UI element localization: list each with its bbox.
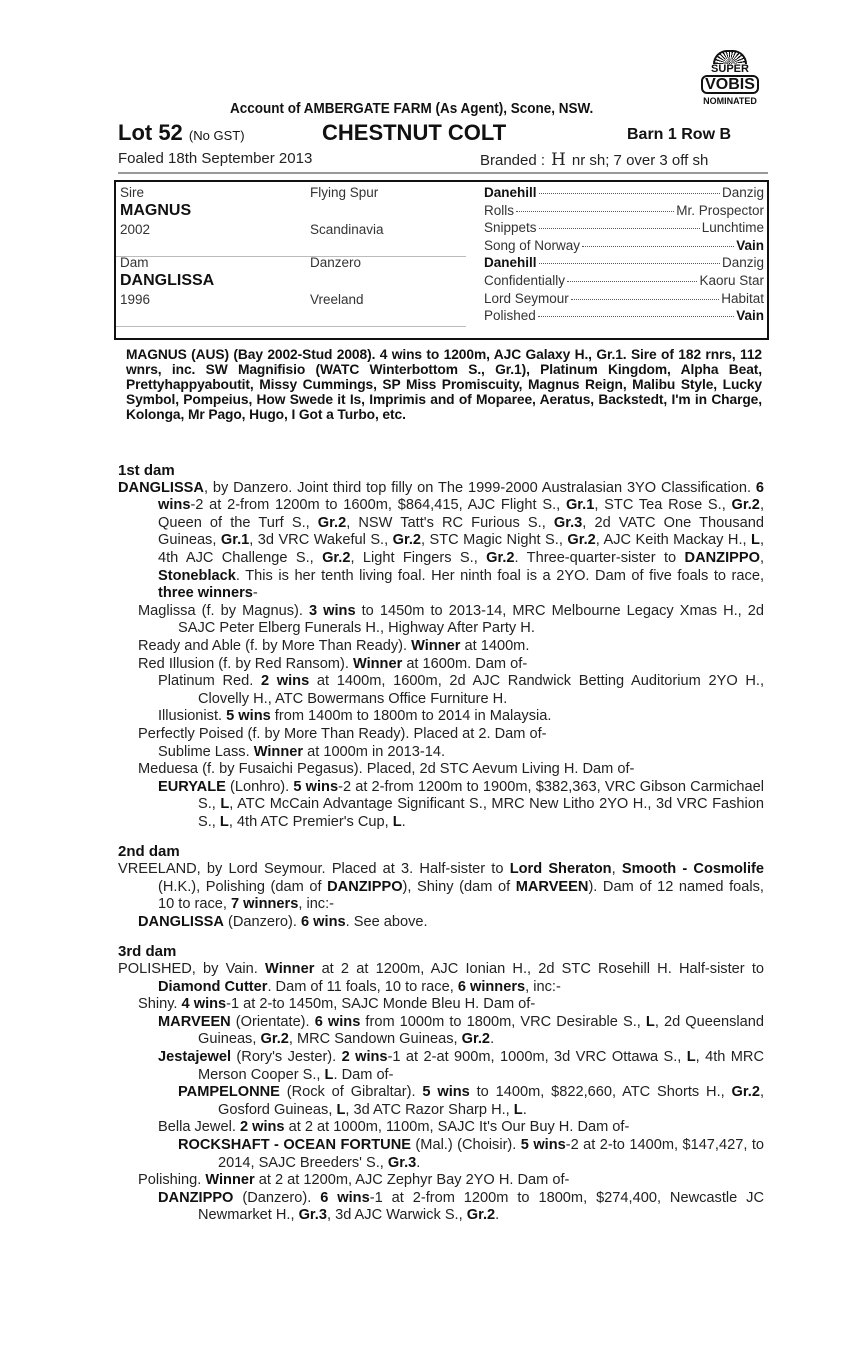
highlight-text: 7 winners xyxy=(231,896,299,913)
lot-number xyxy=(118,120,245,146)
entry-text: Shiny. xyxy=(138,996,182,1013)
entry-text: Bella Jewel. xyxy=(158,1119,240,1136)
ancestor-name: Danehill xyxy=(484,185,537,200)
pedigree-entry xyxy=(118,1084,764,1119)
entry-text: Ready and Able (f. by More Than Ready). xyxy=(138,637,412,654)
pedigree-gen3-row xyxy=(484,184,764,202)
highlight-text: Gr.3 xyxy=(387,1154,417,1171)
brand-description: nr sh; 7 over 3 off sh xyxy=(571,152,709,169)
entry-text: at 1400m. xyxy=(460,637,530,654)
entry-text: , 3d AJC Warwick S., xyxy=(326,1207,467,1224)
foaled-date: Foaled 18th September 2013 xyxy=(118,150,313,167)
entry-text: . xyxy=(490,1031,495,1048)
entry-text: . xyxy=(495,1207,500,1224)
entry-text: , xyxy=(611,861,622,878)
entry-text: (H.K.), Polishing (dam of xyxy=(158,878,328,895)
entry-text: . xyxy=(522,1101,527,1118)
logo-super: SUPER xyxy=(711,63,749,75)
highlight-text: L xyxy=(392,813,402,830)
entry-text: at 1000m in 2013-14. xyxy=(303,743,446,760)
pedigree-entry xyxy=(118,1014,764,1049)
highlight-text: 2 wins xyxy=(260,673,310,690)
entry-text: Red Illusion (f. by Red Ransom). xyxy=(138,655,353,672)
entry-text: to 1400m, $822,660, ATC Shorts H., xyxy=(469,1084,732,1101)
lot-title: CHESTNUT COLT xyxy=(322,120,507,145)
highlight-text: L xyxy=(324,1066,334,1083)
highlight-text: 5 wins xyxy=(422,1084,470,1101)
sire-sire: Flying Spur xyxy=(310,185,379,200)
entry-text: at 2 at 1200m, AJC Zephyr Bay 2YO H. Dam of- xyxy=(254,1172,570,1189)
highlight-text: Gr.2 xyxy=(466,1207,496,1224)
entry-text: Polishing. xyxy=(138,1172,206,1189)
highlight-text: Gr.2 xyxy=(317,514,347,531)
highlight-text: L xyxy=(220,796,230,813)
highlight-text: Jestajewel xyxy=(158,1049,232,1065)
highlight-text: Diamond Cutter xyxy=(158,978,268,995)
highlight-text: Gr.2 xyxy=(486,549,515,566)
highlight-text: Gr.3 xyxy=(298,1207,327,1224)
entry-text: , 2d VATC One Thousand Guineas, xyxy=(158,514,764,549)
entry-text: Platinum Red. xyxy=(158,673,261,690)
sire-summary: MAGNUS (AUS) (Bay 2002-Stud 2008). 4 wins to 1200m, AJC Galaxy H., Gr.1. Sire of 182 rnrs, 112 wnrs, inc. SW Magnifisio (WATC Winterbottom S., Gr.1), Platinum Kingdom, Alpha Beat, Prettyhappyaboutit, Missy Cummings, SP Miss Promiscuity, Magnus Reign, Malibu Style, Lucky Symbol, Pompeius, How Swede it Is, Imprimis and of Moparee, Aeratus, Backstedt, I'm in Charge, Kolonga, Mr Pago, Hugo, I Got a Turbo, etc. xyxy=(126,347,762,422)
highlight-text: Winner xyxy=(411,637,461,654)
entry-text: Illusionist. xyxy=(158,708,227,725)
highlight-text: 6 wins xyxy=(314,1013,361,1030)
dam-name: DANGLISSA xyxy=(120,272,215,289)
dam-dam: Vreeland xyxy=(310,292,364,307)
entry-text: . This is her tenth living foal. Her ninth foal is a 2YO. Dam of five foals to race, xyxy=(235,567,764,584)
highlight-text: 5 wins xyxy=(520,1136,566,1153)
entry-text: , by Danzero. Joint third top filly on The 1999-2000 Australasian 3YO Classification. xyxy=(203,479,756,496)
section-heading: 2nd dam xyxy=(118,843,180,861)
highlight-text: 6 winners xyxy=(457,978,526,995)
entry-text: , Gosford Guineas, xyxy=(218,1084,765,1118)
entry-text: , STC Magic Night S., xyxy=(421,532,568,549)
entry-text: -1 at 2-to 1450m, SAJC Monde Bleu H. Dam of- xyxy=(226,996,536,1013)
sire-label: Sire xyxy=(120,185,145,200)
highlight-text: L xyxy=(513,1101,523,1118)
entry-text: . Dam of- xyxy=(333,1066,394,1083)
dam-year: 1996 xyxy=(120,292,151,307)
entry-text: . Three-quarter-sister to xyxy=(514,549,685,566)
highlight-text: Smooth - Cosmolife xyxy=(621,861,764,878)
entry-text: Maglissa (f. by Magnus). xyxy=(138,602,309,619)
pedigree-table xyxy=(114,180,769,340)
entry-text: -1 at 2-from 1200m to 1800m, $274,400, Newcastle JC Newmarket H., xyxy=(198,1189,765,1224)
entry-text: , ATC McCain Advantage Significant S., MRC New Litho 2YO H., 3d VRC Fashion S., xyxy=(198,796,764,830)
logo-nominated: NOMINATED xyxy=(703,96,757,106)
barn-location: Barn 1 Row B xyxy=(627,126,732,143)
highlight-text: L xyxy=(219,813,229,830)
ancestor-sire: Vain xyxy=(736,308,764,324)
ancestor-name: Confidentially xyxy=(484,273,566,288)
entry-text: , STC Tea Rose S., xyxy=(594,497,732,514)
family-details xyxy=(118,462,764,1225)
highlight-text: Gr.1 xyxy=(565,497,595,514)
highlight-text: Gr.2 xyxy=(461,1031,491,1048)
leader-dots xyxy=(538,316,734,317)
entry-text: , inc:- xyxy=(525,978,561,995)
lot-label: Lot 52 xyxy=(118,120,183,145)
ancestor-sire: Danzig xyxy=(721,185,764,200)
entry-text: , 4th AJC Challenge S., xyxy=(158,532,764,566)
entry-text: - xyxy=(252,585,258,602)
highlight-text: L xyxy=(645,1013,655,1030)
highlight-text: L xyxy=(686,1049,696,1065)
highlight-text: Gr.1 xyxy=(220,532,250,549)
entry-text: Sublime Lass. xyxy=(158,743,254,760)
sire-dam: Scandinavia xyxy=(310,222,384,237)
leader-dots xyxy=(516,211,674,212)
entry-text: (Danzero). xyxy=(233,1189,321,1206)
ancestor-name: Rolls xyxy=(484,202,515,218)
highlight-text: Gr.2 xyxy=(731,1084,760,1101)
entry-text: , inc:- xyxy=(298,896,335,913)
dam-sire: Danzero xyxy=(310,255,362,270)
highlight-text: L xyxy=(336,1101,346,1118)
branded-label: Branded : xyxy=(480,152,546,169)
pedigree-entry xyxy=(118,480,764,603)
highlight-text: 5 wins xyxy=(293,778,339,795)
entry-text: , 3d ATC Razor Sharp H., xyxy=(345,1101,514,1118)
highlight-text: 6 wins xyxy=(301,913,346,930)
entry-text: , 4th ATC Premier's Cup, xyxy=(228,813,393,830)
pedigree-entry xyxy=(118,761,764,779)
entry-text: -2 at 2-to 1400m, $147,427, to 2014, SAJC Breeders' S., xyxy=(218,1136,764,1171)
brand-mark: H xyxy=(551,150,566,170)
sire-name: MAGNUS xyxy=(120,202,192,219)
entry-text: from 1000m to 1800m, VRC Desirable S., xyxy=(360,1013,646,1030)
leader-dots xyxy=(539,228,700,229)
entry-text: at 2 at 1200m, AJC Ionian H., 2d STC Rosehill H. Half-sister to xyxy=(314,961,764,978)
pedigree-gen3-row xyxy=(484,254,764,272)
entry-text: to 1450m to 2013-14, MRC Melbourne Legacy Xmas H., 2d SAJC Peter Elberg Funerals H., Highway After Party H. xyxy=(178,602,765,637)
pedigree-entry xyxy=(118,673,764,708)
entry-text: , NSW Tatt's RC Furious S., xyxy=(346,514,554,531)
ancestor-name: Danehill xyxy=(484,255,537,271)
highlight-text: L xyxy=(751,532,760,549)
highlight-text: ROCKSHAFT - OCEAN FORTUNE xyxy=(178,1136,411,1153)
leader-dots xyxy=(539,263,720,264)
pedigree-entry xyxy=(118,656,764,674)
pedigree-entry xyxy=(118,996,764,1014)
sun-icon xyxy=(713,50,747,64)
entry-text: at 2 at 1000m, 1100m, SAJC It's Our Buy H. Dam of- xyxy=(284,1119,630,1136)
pedigree-entry xyxy=(118,861,764,914)
highlight-text: Gr.2 xyxy=(322,549,351,566)
leader-dots xyxy=(571,299,719,300)
pedigree-entry xyxy=(118,726,764,744)
entry-text: , Queen of the Turf S., xyxy=(158,497,764,531)
highlight-text: Winner xyxy=(352,655,403,672)
entry-text: at 1600m. Dam of- xyxy=(402,655,528,672)
ancestor-name: Snippets xyxy=(484,220,537,236)
dam-label: Dam xyxy=(120,255,149,270)
highlight-text: Gr.2 xyxy=(731,497,760,514)
section-heading: 3rd dam xyxy=(118,943,177,961)
highlight-text: 3 wins xyxy=(308,602,356,619)
highlight-text: DANGLISSA xyxy=(118,479,204,496)
highlight-text: Winner xyxy=(265,961,315,978)
pedigree-entry xyxy=(118,708,764,726)
entry-text: (Danzero). xyxy=(223,913,301,930)
entry-text: (Mal.) (Choisir). xyxy=(411,1136,521,1153)
sire-year: 2002 xyxy=(120,222,151,237)
entry-text: (Lonhro). xyxy=(225,778,294,795)
pedigree-entry xyxy=(118,1137,764,1172)
highlight-text: 6 wins xyxy=(320,1189,370,1206)
ancestor-sire: Habitat xyxy=(721,290,764,306)
pedigree-gen3-row xyxy=(484,202,764,220)
entry-text: , xyxy=(759,549,764,566)
leader-dots xyxy=(567,281,697,282)
highlight-text: MARVEEN xyxy=(158,1013,231,1030)
ancestor-sire: Vain xyxy=(736,237,764,253)
ancestor-sire: Mr. Prospector xyxy=(676,202,764,218)
ancestor-sire: Kaoru Star xyxy=(699,273,764,288)
highlight-text: 6 wins xyxy=(158,479,764,514)
entry-text: VREELAND, by Lord Seymour. Placed at 3. Half-sister to xyxy=(118,861,510,878)
entry-text: , 3d VRC Wakeful S., xyxy=(249,532,393,549)
pedigree-entry xyxy=(118,1190,764,1225)
pedigree-gen3-row xyxy=(484,219,764,237)
highlight-text: DANZIPPO xyxy=(327,878,403,895)
entry-text: , 4th MRC Merson Cooper S., xyxy=(198,1049,764,1083)
entry-text: , 2d Queensland Guineas, xyxy=(198,1013,764,1048)
entry-text: Meduesa (f. by Fusaichi Pegasus). Placed, 2d STC Aevum Living H. Dam of- xyxy=(138,761,635,778)
entry-text: -2 at 2-from 1200m to 1600m, $864,415, AJC Flight S., xyxy=(190,497,566,514)
pedigree-entry xyxy=(118,779,764,832)
highlight-text: Winner xyxy=(253,743,304,760)
logo-vobis: VOBIS xyxy=(701,75,759,94)
highlight-text: 2 wins xyxy=(239,1119,285,1136)
entry-text: from 1400m to 1800m to 2014 in Malaysia. xyxy=(270,708,552,725)
highlight-text: Winner xyxy=(205,1172,255,1189)
pedigree-entry xyxy=(118,744,764,762)
highlight-text: three winners xyxy=(158,585,253,602)
highlight-text: DANZIPPO xyxy=(158,1189,234,1206)
entry-text: ), Shiny (dam of xyxy=(402,878,516,895)
entry-text: ). Dam of 12 named foals, 10 to race, xyxy=(158,878,764,913)
divider xyxy=(116,326,466,327)
ancestor-sire: Danzig xyxy=(721,255,764,271)
highlight-text: 5 wins xyxy=(226,708,271,725)
pedigree-entry xyxy=(118,914,764,932)
highlight-text: DANZIPPO xyxy=(684,549,760,566)
ancestor-name: Lord Seymour xyxy=(484,290,569,306)
highlight-text: MARVEEN xyxy=(515,878,589,895)
pedigree-gen3-row xyxy=(484,290,764,308)
brand-info xyxy=(480,150,708,170)
entry-text: . Dam of 11 foals, 10 to race, xyxy=(267,978,458,995)
entry-text: (Orientate). xyxy=(230,1013,315,1030)
highlight-text: Gr.3 xyxy=(553,514,583,531)
highlight-text: 2 wins xyxy=(341,1049,388,1065)
leader-dots xyxy=(582,246,734,247)
entry-text: , AJC Keith Mackay H., xyxy=(595,532,752,549)
entry-text: Perfectly Poised (f. by More Than Ready). Placed at 2. Dam of- xyxy=(138,725,547,742)
pedigree-gen3-row xyxy=(484,237,764,255)
highlight-text: DANGLISSA xyxy=(138,913,224,930)
vendor-account: Account of AMBERGATE FARM (As Agent), Scone, NSW. xyxy=(230,100,594,117)
pedigree-entry xyxy=(118,603,764,638)
entry-text: POLISHED, by Vain. xyxy=(118,961,266,978)
highlight-text: PAMPELONNE xyxy=(178,1084,280,1101)
ancestor-sire: Lunchtime xyxy=(701,220,764,236)
highlight-text: Gr.2 xyxy=(392,532,422,549)
pedigree-entry xyxy=(118,638,764,656)
pedigree-entry xyxy=(118,1049,764,1084)
pedigree-entry xyxy=(118,1172,764,1190)
entry-text: , MRC Sandown Guineas, xyxy=(288,1031,462,1048)
entry-text: . See above. xyxy=(345,913,428,930)
gst-note: (No GST) xyxy=(188,128,245,143)
entry-text: . xyxy=(416,1154,421,1171)
entry-text: -2 at 2-from 1200m to 1900m, $382,363, VRC Gibson Carmichael S., xyxy=(198,778,764,813)
entry-text: . xyxy=(401,813,406,830)
pedigree-entry xyxy=(118,961,764,996)
entry-text: (Rock of Gibraltar). xyxy=(279,1084,423,1101)
entry-text: (Rory's Jester). xyxy=(231,1049,342,1065)
pedigree-gen3-row xyxy=(484,307,764,325)
highlight-text: Stoneblack xyxy=(158,567,236,584)
highlight-text: 4 wins xyxy=(181,996,227,1013)
highlight-text: Gr.2 xyxy=(567,532,596,549)
pedigree-entry xyxy=(118,1119,764,1137)
section-heading: 1st dam xyxy=(118,462,175,479)
ancestor-name: Polished xyxy=(484,308,536,324)
divider xyxy=(118,172,768,174)
ancestor-name: Song of Norway xyxy=(484,237,581,253)
highlight-text: Lord Sheraton xyxy=(509,861,612,878)
divider xyxy=(116,256,466,257)
super-vobis-logo xyxy=(690,50,770,110)
pedigree-gen3-row xyxy=(484,272,764,290)
leader-dots xyxy=(539,193,720,194)
entry-text: -1 at 2-at 900m, 1000m, 3d VRC Ottawa S., xyxy=(387,1049,687,1065)
entry-text: at 1400m, 1600m, 2d AJC Randwick Betting Auditorium 2YO H., Clovelly H., ATC Bowermans Office Furniture H. xyxy=(198,673,764,707)
entry-text: , Light Fingers S., xyxy=(350,549,487,566)
highlight-text: EURYALE xyxy=(158,778,226,795)
highlight-text: Gr.2 xyxy=(260,1031,289,1048)
